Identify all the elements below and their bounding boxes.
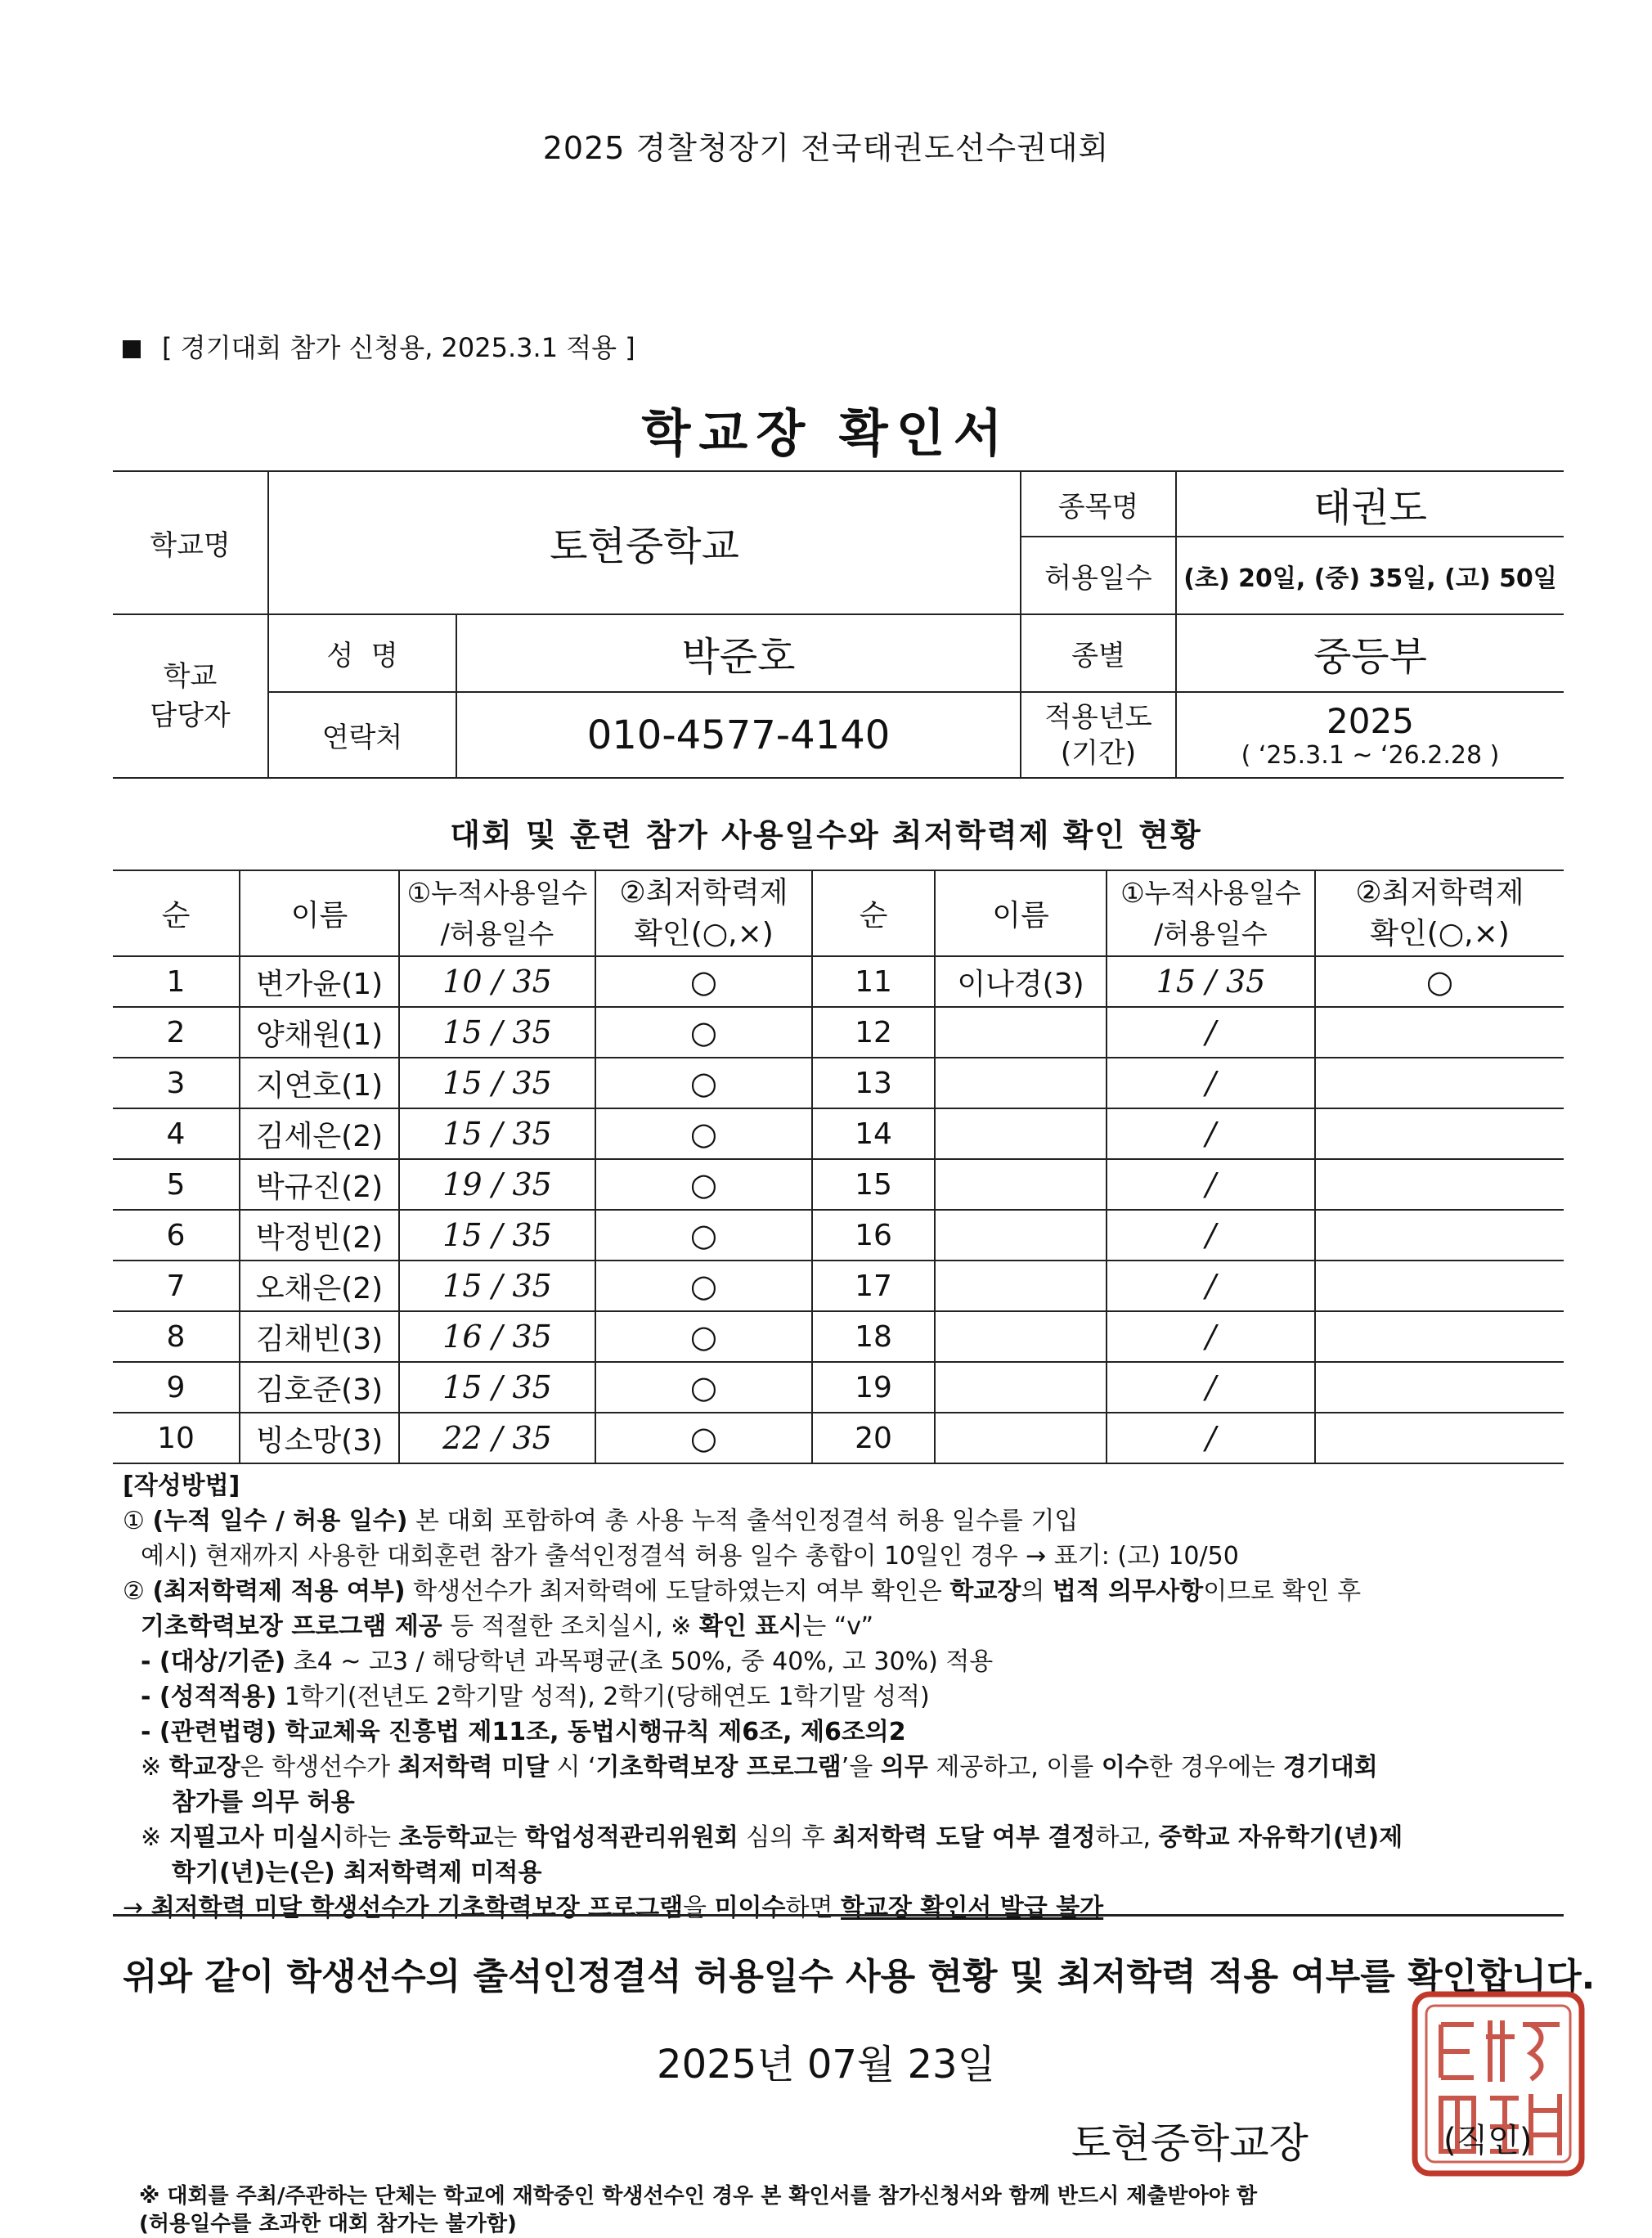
table-row <box>113 956 1564 1007</box>
row-name: 이나경(3) <box>935 956 1107 1007</box>
table-row <box>113 1007 1564 1058</box>
row-days: 15 / 35 <box>1107 956 1315 1007</box>
row-name: 박정빈(2) <box>240 1210 399 1261</box>
row-name <box>935 1108 1107 1159</box>
row-days: 22 / 35 <box>399 1413 595 1463</box>
guide-line-6 <box>123 1679 1578 1714</box>
principal-name: 토현중학교장 <box>1071 2119 1309 2167</box>
g8t4: 제공하고, 이를 <box>927 1753 1102 1782</box>
row-days: 15 / 35 <box>399 1210 595 1261</box>
row-no: 17 <box>812 1261 935 1311</box>
row-days: 15 / 35 <box>399 1058 595 1108</box>
row-check <box>1315 1108 1564 1159</box>
g8t: 은 학생선수가 <box>240 1753 398 1782</box>
row-name <box>935 1413 1107 1463</box>
row-check <box>1315 1311 1564 1362</box>
g10b2: 초등학교 <box>398 1823 494 1852</box>
g8b3: 기초학력보장 프로그램 <box>595 1753 842 1782</box>
row-days: / <box>1107 1210 1315 1261</box>
row-no: 15 <box>812 1159 935 1210</box>
row-days: 19 / 35 <box>399 1159 595 1210</box>
row-check <box>1315 1362 1564 1413</box>
row-check <box>1315 1413 1564 1463</box>
row-name: 박규진(2) <box>240 1159 399 1210</box>
roster-title: 대회 및 훈련 참가 사용일수와 최저학력제 확인 현황 <box>450 817 1202 853</box>
footer-note <box>139 2182 1257 2238</box>
header-no: 순 <box>113 870 240 956</box>
g7b: - (관련법령) 학교체육 진흥법 제11조, 동법시행규칙 제6조, 제6조의2 <box>141 1718 906 1746</box>
footer-line-2: (허용일수를 초과한 대회 참가는 불가함) <box>139 2212 517 2236</box>
usage-note <box>123 327 635 365</box>
row-days: 15 / 35 <box>399 1261 595 1311</box>
row-no: 8 <box>113 1311 240 1362</box>
row-days: / <box>1107 1311 1315 1362</box>
g8t3: ’을 <box>841 1753 881 1782</box>
g8b2: 최저학력 미달 <box>397 1753 549 1782</box>
g10b: 지필고사 미실시 <box>168 1823 343 1852</box>
row-check: ○ <box>595 1108 812 1159</box>
g3t2: 의 <box>1021 1577 1053 1606</box>
g5t: 초4 ~ 고3 / 해당학년 과목평균(초 50%, 중 40%, 고 30%) 적용 <box>285 1647 994 1676</box>
g8p: ※ <box>141 1753 169 1782</box>
row-check: ○ <box>595 1007 812 1058</box>
writing-guide <box>123 1468 1578 1926</box>
row-check <box>1315 1058 1564 1108</box>
circle-1: ① <box>123 1507 145 1535</box>
divider-line <box>113 1914 1564 1917</box>
header-days: ①누적사용일수 /허용일수 <box>399 870 595 956</box>
guide-line-7 <box>123 1714 1578 1750</box>
g4b2: 확인 표시 <box>698 1612 803 1641</box>
contact-value: 010-4577-4140 <box>456 692 1021 778</box>
row-name: 양채원(1) <box>240 1007 399 1058</box>
header-check-2: ②최저학력제 확인(○,×) <box>1315 870 1564 956</box>
info-table <box>113 470 1564 779</box>
header-name: 이름 <box>240 870 399 956</box>
g8t5: 한 경우에는 <box>1148 1753 1283 1782</box>
guide-line-2: 예시) 현재까지 사용한 대회훈련 참가 출석인정결석 허용 일수 총합이 10일인 경우 → 표기: (고) 10/50 <box>141 1542 1239 1571</box>
guide-heading-text: [작성방법] <box>123 1472 240 1500</box>
row-no: 6 <box>113 1210 240 1261</box>
footer-line-1: ※ 대회를 주최/주관하는 단체는 학교에 재학중인 학생선수인 경우 본 확인서를 참가신청서와 함께 반드시 제출받아야 함 <box>139 2184 1258 2209</box>
row-name: 김세은(2) <box>240 1108 399 1159</box>
row-no: 12 <box>812 1007 935 1058</box>
division-value: 중등부 <box>1176 614 1564 692</box>
year-label: 적용년도 (기간) <box>1021 692 1176 778</box>
row-days: / <box>1107 1159 1315 1210</box>
name-label: 성 명 <box>268 614 456 692</box>
period-value: ( ‘25.3.1 ~ ‘26.2.28 ) <box>1241 740 1500 770</box>
g10t: 하는 <box>343 1823 399 1852</box>
sport-value: 태권도 <box>1176 471 1564 537</box>
g10p: ※ <box>141 1823 169 1852</box>
table-row <box>113 1058 1564 1108</box>
row-check <box>1315 1210 1564 1261</box>
guide-line-11 <box>123 1855 1578 1890</box>
circle-2: ② <box>123 1577 145 1606</box>
year-cell <box>1176 692 1564 778</box>
row-days: 10 / 35 <box>399 956 595 1007</box>
row-days: 15 / 35 <box>399 1007 595 1058</box>
guide-line-10 <box>123 1820 1578 1855</box>
row-name: 오채은(2) <box>240 1261 399 1311</box>
row-name <box>935 1058 1107 1108</box>
manager-label: 학교 담당자 <box>113 614 268 778</box>
g6b: - (성적적용) <box>141 1683 277 1711</box>
row-check: ○ <box>595 1413 812 1463</box>
row-name <box>935 1362 1107 1413</box>
row-name: 지연호(1) <box>240 1058 399 1108</box>
row-check: ○ <box>595 1311 812 1362</box>
row-days: 15 / 35 <box>399 1108 595 1159</box>
row-no: 2 <box>113 1007 240 1058</box>
arrow-icon: → <box>123 1894 151 1922</box>
g12t2: 하면 <box>785 1894 842 1922</box>
manager-name: 박준호 <box>456 614 1021 692</box>
g4b: 기초학력보장 프로그램 제공 <box>141 1612 442 1641</box>
g8b4: 의무 <box>880 1753 928 1782</box>
row-name: 김호준(3) <box>240 1362 399 1413</box>
seal-label: (직인) <box>1443 2122 1533 2159</box>
g12t: 을 <box>683 1894 715 1922</box>
row-name <box>935 1159 1107 1210</box>
row-no: 14 <box>812 1108 935 1159</box>
school-name: 토현중학교 <box>268 471 1021 614</box>
row-name <box>935 1007 1107 1058</box>
row-name <box>935 1210 1107 1261</box>
g4t: 등 적절한 조치실시, ※ <box>442 1612 699 1641</box>
g3b2: 학교장 <box>949 1577 1021 1606</box>
guide-line-9 <box>123 1785 1578 1820</box>
form-title: 학교장 확인서 <box>641 403 1011 463</box>
row-no: 7 <box>113 1261 240 1311</box>
g4t2: 는 “v” <box>802 1612 874 1641</box>
header-no-2: 순 <box>812 870 935 956</box>
g3b: (최저학력제 적용 여부) <box>152 1577 406 1606</box>
table-row <box>113 1362 1564 1413</box>
row-days: 15 / 35 <box>399 1362 595 1413</box>
table-row <box>113 1108 1564 1159</box>
g3t3: 이므로 확인 후 <box>1203 1577 1362 1606</box>
header-days-2: ①누적사용일수 /허용일수 <box>1107 870 1315 956</box>
row-no: 5 <box>113 1159 240 1210</box>
row-no: 16 <box>812 1210 935 1261</box>
row-no: 20 <box>812 1413 935 1463</box>
row-no: 9 <box>113 1362 240 1413</box>
table-row <box>113 1261 1564 1311</box>
g9b: 참가를 의무 허용 <box>172 1788 355 1817</box>
g11b: 학기(년)는(은) 최저학력제 미적용 <box>172 1858 542 1887</box>
g10b4: 최저학력 도달 여부 결정 <box>833 1823 1096 1852</box>
g10b5: 중학교 자유학기(년)제 <box>1158 1823 1403 1852</box>
row-days: / <box>1107 1261 1315 1311</box>
row-no: 19 <box>812 1362 935 1413</box>
g10t3: 심의 후 <box>738 1823 833 1852</box>
row-no: 1 <box>113 956 240 1007</box>
g1t: 본 대회 포함하여 총 사용 누적 출석인정결석 허용 일수를 기입 <box>407 1507 1079 1535</box>
issue-date: 2025년 07월 23일 <box>657 2042 995 2087</box>
row-no: 10 <box>113 1413 240 1463</box>
row-check: ○ <box>1315 956 1564 1007</box>
row-days: / <box>1107 1108 1315 1159</box>
row-no: 13 <box>812 1058 935 1108</box>
header-check: ②최저학력제 확인(○,×) <box>595 870 812 956</box>
g8b: 학교장 <box>168 1753 240 1782</box>
guide-line-1 <box>123 1503 1578 1539</box>
g8t2: 시 ‘ <box>548 1753 596 1782</box>
guide-line-8 <box>123 1750 1578 1785</box>
row-name <box>935 1311 1107 1362</box>
sport-label: 종목명 <box>1021 471 1176 537</box>
row-check <box>1315 1261 1564 1311</box>
year-value: 2025 <box>1327 700 1414 741</box>
row-days: / <box>1107 1058 1315 1108</box>
allowed-days-label: 허용일수 <box>1021 537 1176 614</box>
g10t4: 하고, <box>1095 1823 1159 1852</box>
g3b3: 법적 의무사항 <box>1052 1577 1204 1606</box>
row-name: 빙소망(3) <box>240 1413 399 1463</box>
g12b: 최저학력 미달 학생선수가 기초학력보장 프로그램 <box>150 1894 684 1922</box>
row-check <box>1315 1159 1564 1210</box>
g5b: - (대상/기준) <box>141 1647 286 1676</box>
g10b3: 학업성적관리위원회 <box>524 1823 738 1852</box>
table-row <box>113 1413 1564 1463</box>
row-name <box>935 1261 1107 1311</box>
row-days: / <box>1107 1362 1315 1413</box>
allowed-days-value: (초) 20일, (중) 35일, (고) 50일 <box>1176 537 1564 614</box>
g3t: 학생선수가 최저학력에 도달하였는지 여부 확인은 <box>405 1577 950 1606</box>
row-check: ○ <box>595 1058 812 1108</box>
guide-heading <box>123 1468 1578 1503</box>
row-no: 11 <box>812 956 935 1007</box>
row-days: / <box>1107 1007 1315 1058</box>
row-check: ○ <box>595 1159 812 1210</box>
g12b2: 미이수 <box>714 1894 786 1922</box>
table-row <box>113 1159 1564 1210</box>
g8b6: 경기대회 <box>1282 1753 1378 1782</box>
event-title: 2025 경찰청장기 전국태권도선수권대회 <box>542 130 1110 166</box>
row-check: ○ <box>595 956 812 1007</box>
table-row <box>113 1311 1564 1362</box>
row-no: 18 <box>812 1311 935 1362</box>
guide-line-4 <box>123 1609 1578 1644</box>
g1b: (누적 일수 / 허용 일수) <box>152 1507 408 1535</box>
g6t: 1학기(전년도 2학기말 성적), 2학기(당해연도 1학기말 성적) <box>276 1683 930 1711</box>
row-no: 4 <box>113 1108 240 1159</box>
roster-body <box>113 956 1564 1463</box>
guide-line-5 <box>123 1644 1578 1679</box>
guide-line-3 <box>123 1574 1578 1609</box>
guide-line-12 <box>123 1890 1578 1926</box>
usage-note-text: [ 경기대회 참가 신청용, 2025.3.1 적용 ] <box>162 332 635 363</box>
g10t2: 는 <box>493 1823 525 1852</box>
header-name-2: 이름 <box>935 870 1107 956</box>
table-row <box>113 1210 1564 1261</box>
row-check <box>1315 1007 1564 1058</box>
row-no: 3 <box>113 1058 240 1108</box>
roster-table <box>113 870 1564 1464</box>
g8b5: 이수 <box>1101 1753 1149 1782</box>
row-check: ○ <box>595 1261 812 1311</box>
contact-label: 연락처 <box>268 692 456 778</box>
row-check: ○ <box>595 1210 812 1261</box>
school-label: 학교명 <box>113 471 268 614</box>
row-name: 김채빈(3) <box>240 1311 399 1362</box>
g12u: 학교장 확인서 발급 불가 <box>841 1894 1104 1922</box>
row-days: / <box>1107 1413 1315 1463</box>
confirm-statement: 위와 같이 학생선수의 출석인정결석 허용일수 사용 현황 및 최저학력 적용 여부를 확인합니다. <box>123 1956 1596 1998</box>
square-bullet-icon <box>123 340 141 358</box>
division-label: 종별 <box>1021 614 1176 692</box>
row-days: 16 / 35 <box>399 1311 595 1362</box>
row-name: 변가윤(1) <box>240 956 399 1007</box>
row-check: ○ <box>595 1362 812 1413</box>
